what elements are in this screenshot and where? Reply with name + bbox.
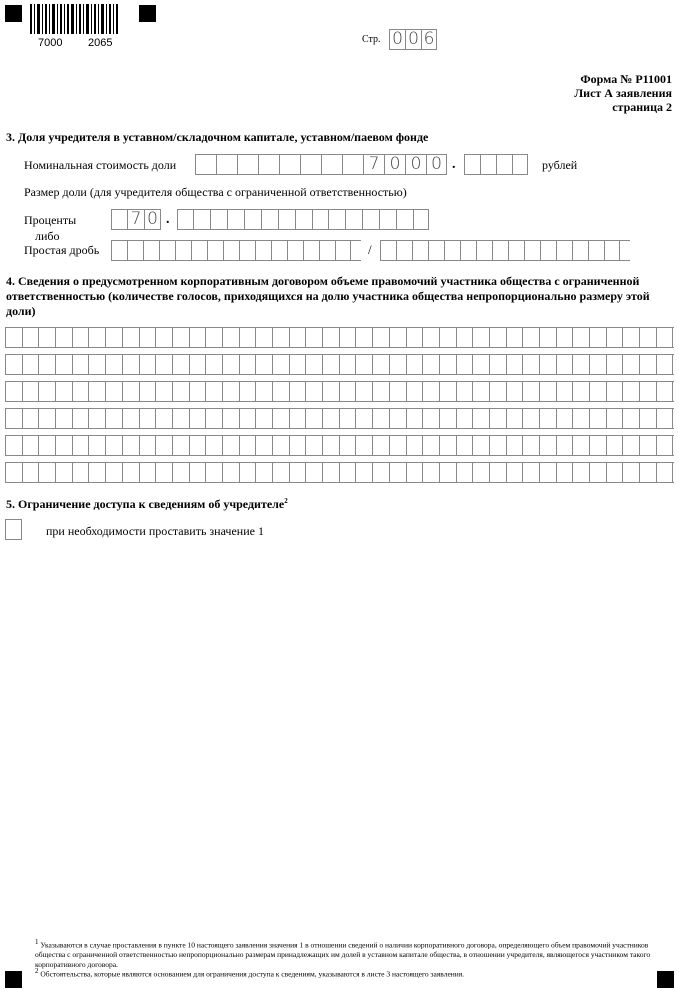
section4-cell[interactable] <box>522 463 539 482</box>
section4-cell[interactable] <box>322 382 339 401</box>
section4-cell[interactable] <box>439 328 456 347</box>
section4-cell[interactable] <box>372 436 389 455</box>
section4-cell[interactable] <box>22 463 39 482</box>
section4-title: 4. Сведения о предусмотренном корпоративным договором объеме правомочий участника общества с ограниченной ответственностью (количестве голосов, приходящихся на долю участника общества непропорционально размеру этой доли) <box>6 274 650 318</box>
section4-cell[interactable] <box>622 409 639 428</box>
section4-cell[interactable] <box>255 463 272 482</box>
section4-cell[interactable] <box>239 436 256 455</box>
section4-cell[interactable] <box>572 436 589 455</box>
section4-cell[interactable] <box>606 382 623 401</box>
section4-cell[interactable] <box>639 382 656 401</box>
nominal-decimal-point: . <box>452 157 456 172</box>
section4-cell[interactable] <box>556 409 573 428</box>
section4-cell[interactable] <box>122 355 139 374</box>
section4-cell[interactable] <box>155 355 172 374</box>
section4-cell[interactable] <box>22 328 39 347</box>
section4-cell[interactable] <box>355 355 372 374</box>
section4-cell[interactable] <box>305 382 322 401</box>
section4-cell[interactable] <box>189 382 206 401</box>
section4-cell[interactable] <box>155 382 172 401</box>
section4-cell[interactable] <box>38 409 55 428</box>
section4-cell[interactable] <box>406 328 423 347</box>
section4-cell[interactable] <box>205 436 222 455</box>
section4-cell[interactable] <box>272 382 289 401</box>
section4-cell[interactable] <box>239 463 256 482</box>
section4-cell[interactable] <box>55 409 72 428</box>
section4-cell[interactable] <box>556 463 573 482</box>
section4-cell[interactable] <box>422 409 439 428</box>
section4-cell[interactable] <box>372 382 389 401</box>
section4-cell[interactable] <box>539 436 556 455</box>
section4-cell[interactable] <box>389 382 406 401</box>
section4-row[interactable] <box>5 381 674 402</box>
section4-cell[interactable] <box>122 409 139 428</box>
section4-cell[interactable] <box>38 328 55 347</box>
barcode <box>30 4 130 40</box>
form-title: Форма № Р11001 <box>580 72 672 86</box>
section4-cell[interactable] <box>622 355 639 374</box>
section4-cell[interactable] <box>489 436 506 455</box>
corner-marker-bottom-left <box>5 971 22 988</box>
share-size-label: Размер доли (для учредителя общества с ограниченной ответственностью) <box>24 185 407 199</box>
nominal-fraction-field[interactable] <box>464 154 528 175</box>
section4-cell[interactable] <box>589 463 606 482</box>
section4-cell[interactable] <box>422 463 439 482</box>
section4-cell[interactable] <box>105 382 122 401</box>
section4-cell[interactable] <box>456 328 473 347</box>
section4-cell[interactable] <box>589 355 606 374</box>
section4-cell[interactable] <box>606 463 623 482</box>
page-number-field[interactable] <box>389 29 437 50</box>
section4-cell[interactable] <box>606 355 623 374</box>
footnote-1-text: Указываются в случае проставления в пункте 10 настоящего заявления значения 1 в отношении сведений о наличии корпоративного договора, определяющего объем правомочий участников общества с ограниченной ответственностью непропорционально размерам принадлежащих им долей в уставном капитале общества, в отношении учредителя, являющегося участником такого корпоративного договора. <box>35 940 651 969</box>
section4-cell[interactable] <box>105 328 122 347</box>
section4-cell[interactable] <box>122 436 139 455</box>
footnote-2-text: Обстоятельства, которые являются основанием для ограничения доступа к сведениям, указываются в листе 3 настоящего заявления. <box>40 969 465 979</box>
section4-cell[interactable] <box>522 436 539 455</box>
section4-cell[interactable] <box>255 328 272 347</box>
section4-cell[interactable] <box>656 436 673 455</box>
section4-cell[interactable] <box>289 436 306 455</box>
section4-cell[interactable] <box>355 409 372 428</box>
fraction-separator: / <box>368 242 372 257</box>
section4-cell[interactable] <box>255 436 272 455</box>
section4-cell[interactable] <box>272 409 289 428</box>
footnote-1-mark: 1 <box>35 938 39 946</box>
section4-cell[interactable] <box>22 382 39 401</box>
section4-cell[interactable] <box>639 463 656 482</box>
barcode-digits-left: 7000 <box>38 37 63 49</box>
section4-cell[interactable] <box>539 382 556 401</box>
section4-cell[interactable] <box>406 382 423 401</box>
section4-cell[interactable] <box>539 409 556 428</box>
section4-cell[interactable] <box>622 463 639 482</box>
section4-cell[interactable] <box>639 436 656 455</box>
section4-cell[interactable] <box>72 409 89 428</box>
section4-cell[interactable] <box>172 463 189 482</box>
section4-cell[interactable] <box>322 463 339 482</box>
section4-cell[interactable] <box>88 436 105 455</box>
section4-cell[interactable] <box>155 409 172 428</box>
sheet-title: Лист А заявления <box>574 86 672 100</box>
percent-label: Проценты <box>24 213 77 227</box>
section4-cell[interactable] <box>305 436 322 455</box>
section4-cell[interactable] <box>389 409 406 428</box>
section4-cell[interactable] <box>22 409 39 428</box>
footnote-1 <box>35 938 655 969</box>
section4-cell[interactable] <box>572 355 589 374</box>
section5-title <box>6 497 288 512</box>
section4-cell[interactable] <box>155 328 172 347</box>
section4-cell[interactable] <box>506 355 523 374</box>
section4-cell[interactable] <box>389 328 406 347</box>
section4-cell[interactable] <box>255 355 272 374</box>
section4-cell[interactable] <box>489 409 506 428</box>
section4-cell[interactable] <box>472 463 489 482</box>
corner-marker-bottom-right <box>657 971 674 988</box>
page-label: Стр. <box>362 34 381 45</box>
section4-cell[interactable] <box>222 355 239 374</box>
section4-row[interactable] <box>5 408 674 429</box>
section4-cell[interactable] <box>105 463 122 482</box>
section4-cell[interactable] <box>472 382 489 401</box>
section4-cell[interactable] <box>105 409 122 428</box>
section4-cell[interactable] <box>255 409 272 428</box>
section4-cell[interactable] <box>239 409 256 428</box>
section4-cell[interactable] <box>222 382 239 401</box>
section4-cell[interactable] <box>572 328 589 347</box>
section4-cell[interactable] <box>589 382 606 401</box>
nominal-digit: 0 <box>426 155 447 174</box>
fraction-numerator-field[interactable] <box>111 240 361 261</box>
section4-cell[interactable] <box>406 463 423 482</box>
section4-cell[interactable] <box>439 382 456 401</box>
section5-title-text: 5. Ограничение доступа к сведениям об учредителе <box>6 497 285 511</box>
section4-cell[interactable] <box>406 436 423 455</box>
section4-cell[interactable] <box>205 382 222 401</box>
section4-cell[interactable] <box>472 355 489 374</box>
section4-cell[interactable] <box>272 436 289 455</box>
section4-cell[interactable] <box>539 328 556 347</box>
section4-cell[interactable] <box>639 328 656 347</box>
section4-cell[interactable] <box>189 436 206 455</box>
percent-integer-field[interactable] <box>111 209 161 230</box>
section4-cell[interactable] <box>289 409 306 428</box>
section4-cell[interactable] <box>139 436 156 455</box>
section4-cell[interactable] <box>22 436 39 455</box>
section4-cell[interactable] <box>372 328 389 347</box>
section4-row[interactable] <box>5 327 674 348</box>
nominal-integer-field[interactable] <box>195 154 447 175</box>
section4-cell[interactable] <box>139 463 156 482</box>
section4-cell[interactable] <box>5 382 22 401</box>
section4-cell[interactable] <box>422 355 439 374</box>
section4-cell[interactable] <box>355 328 372 347</box>
section4-cell[interactable] <box>622 328 639 347</box>
section4-cell[interactable] <box>239 328 256 347</box>
section4-cell[interactable] <box>606 328 623 347</box>
section4-cell[interactable] <box>139 382 156 401</box>
percent-digit: 7 <box>127 210 144 229</box>
section4-cell[interactable] <box>305 328 322 347</box>
section4-cell[interactable] <box>339 436 356 455</box>
section4-cell[interactable] <box>189 355 206 374</box>
section4-cell[interactable] <box>172 355 189 374</box>
page-number-digit: 0 <box>405 30 421 49</box>
section4-cell[interactable] <box>355 382 372 401</box>
section4-cell[interactable] <box>556 436 573 455</box>
corner-marker-top-left <box>5 5 22 22</box>
section4-cell[interactable] <box>305 355 322 374</box>
percent-fraction-field[interactable] <box>177 209 429 230</box>
section4-cell[interactable] <box>406 409 423 428</box>
nominal-digit: 7 <box>363 155 384 174</box>
section4-cell[interactable] <box>406 355 423 374</box>
section4-cell[interactable] <box>139 409 156 428</box>
sheet-page: страница 2 <box>612 100 672 114</box>
corner-marker-top-right <box>139 5 156 22</box>
section4-cell[interactable] <box>522 328 539 347</box>
section4-cell[interactable] <box>38 436 55 455</box>
section4-cell[interactable] <box>489 328 506 347</box>
section4-cell[interactable] <box>622 382 639 401</box>
section4-cell[interactable] <box>72 436 89 455</box>
section4-cell[interactable] <box>205 409 222 428</box>
section4-cell[interactable] <box>189 409 206 428</box>
section4-cell[interactable] <box>639 355 656 374</box>
section4-cell[interactable] <box>88 382 105 401</box>
section4-cell[interactable] <box>656 328 673 347</box>
section4-cell[interactable] <box>389 463 406 482</box>
section4-cell[interactable] <box>439 436 456 455</box>
section4-cell[interactable] <box>88 328 105 347</box>
section4-cell[interactable] <box>72 382 89 401</box>
section4-cell[interactable] <box>589 409 606 428</box>
section4-cell[interactable] <box>105 436 122 455</box>
section4-cell[interactable] <box>172 409 189 428</box>
section4-cell[interactable] <box>205 355 222 374</box>
section4-cell[interactable] <box>422 328 439 347</box>
section4-cell[interactable] <box>38 463 55 482</box>
section4-cell[interactable] <box>506 328 523 347</box>
section4-cell[interactable] <box>122 382 139 401</box>
section4-cell[interactable] <box>639 409 656 428</box>
section4-cell[interactable] <box>572 463 589 482</box>
section4-cell[interactable] <box>622 436 639 455</box>
section4-cell[interactable] <box>5 463 22 482</box>
section4-cell[interactable] <box>22 355 39 374</box>
section4-cell[interactable] <box>5 355 22 374</box>
section4-cell[interactable] <box>272 328 289 347</box>
section4-cell[interactable] <box>172 382 189 401</box>
page-number-digit: 6 <box>421 30 437 49</box>
footnote-ref: 2 <box>284 497 288 505</box>
section4-cell[interactable] <box>589 436 606 455</box>
section4-cell[interactable] <box>572 382 589 401</box>
section4-cell[interactable] <box>72 463 89 482</box>
section4-cell[interactable] <box>289 382 306 401</box>
or-label: либо <box>35 229 60 243</box>
section4-row[interactable] <box>5 354 674 375</box>
access-restriction-hint: при необходимости проставить значение 1 <box>46 524 264 538</box>
section4-cell[interactable] <box>72 355 89 374</box>
section4-cell[interactable] <box>322 409 339 428</box>
section4-cell[interactable] <box>72 328 89 347</box>
section4-cell[interactable] <box>189 463 206 482</box>
section4-cell[interactable] <box>556 328 573 347</box>
section4-cell[interactable] <box>305 463 322 482</box>
section4-cell[interactable] <box>289 328 306 347</box>
section4-cell[interactable] <box>5 409 22 428</box>
section4-cell[interactable] <box>389 355 406 374</box>
access-restriction-checkbox[interactable] <box>5 519 22 540</box>
section4-cell[interactable] <box>656 355 673 374</box>
section4-cell[interactable] <box>172 436 189 455</box>
section4-cell[interactable] <box>355 436 372 455</box>
section4-row[interactable] <box>5 435 674 456</box>
section4-cell[interactable] <box>55 355 72 374</box>
section4-cell[interactable] <box>5 328 22 347</box>
footnote-2 <box>35 967 655 979</box>
section4-cell[interactable] <box>389 436 406 455</box>
section4-cell[interactable] <box>556 355 573 374</box>
fraction-label: Простая дробь <box>24 243 100 257</box>
section4-cell[interactable] <box>439 355 456 374</box>
section4-cell[interactable] <box>372 409 389 428</box>
section4-cell[interactable] <box>439 409 456 428</box>
section4-cell[interactable] <box>456 436 473 455</box>
section4-cell[interactable] <box>38 355 55 374</box>
section4-cell[interactable] <box>222 463 239 482</box>
section4-cell[interactable] <box>239 355 256 374</box>
section4-cell[interactable] <box>472 436 489 455</box>
section4-cell[interactable] <box>339 382 356 401</box>
section4-cell[interactable] <box>289 463 306 482</box>
section4-cell[interactable] <box>506 409 523 428</box>
section4-cell[interactable] <box>489 382 506 401</box>
section4-cell[interactable] <box>339 409 356 428</box>
nominal-label: Номинальная стоимость доли <box>24 158 177 172</box>
section4-cell[interactable] <box>606 436 623 455</box>
section4-cell[interactable] <box>506 463 523 482</box>
section4-cell[interactable] <box>55 436 72 455</box>
section4-cell[interactable] <box>122 328 139 347</box>
section4-cell[interactable] <box>506 382 523 401</box>
section4-cell[interactable] <box>172 328 189 347</box>
section4-cell[interactable] <box>222 436 239 455</box>
section4-cell[interactable] <box>88 463 105 482</box>
section4-cell[interactable] <box>205 463 222 482</box>
section4-cell[interactable] <box>88 409 105 428</box>
fraction-denominator-field[interactable] <box>380 240 630 261</box>
section3-title: 3. Доля учредителя в уставном/складочном капитале, уставном/паевом фонде <box>6 130 429 144</box>
section4-cell[interactable] <box>339 463 356 482</box>
section4-row[interactable] <box>5 462 674 483</box>
section4-cell[interactable] <box>456 382 473 401</box>
section4-cell[interactable] <box>322 328 339 347</box>
section4-cell[interactable] <box>656 409 673 428</box>
section4-cell[interactable] <box>205 328 222 347</box>
section4-cell[interactable] <box>88 355 105 374</box>
section4-cell[interactable] <box>539 355 556 374</box>
section4-cell[interactable] <box>122 463 139 482</box>
section4-cell[interactable] <box>272 355 289 374</box>
section4-cell[interactable] <box>656 463 673 482</box>
section4-cell[interactable] <box>139 355 156 374</box>
section4-cell[interactable] <box>255 382 272 401</box>
section4-cell[interactable] <box>456 409 473 428</box>
section4-cell[interactable] <box>439 463 456 482</box>
section4-cell[interactable] <box>372 463 389 482</box>
section4-cell[interactable] <box>339 355 356 374</box>
currency-label: рублей <box>542 158 578 172</box>
nominal-digit: 0 <box>384 155 405 174</box>
nominal-digit: 0 <box>405 155 426 174</box>
percent-digit: 0 <box>144 210 161 229</box>
section4-cell[interactable] <box>589 328 606 347</box>
section4-cell[interactable] <box>55 463 72 482</box>
section4-cell[interactable] <box>322 355 339 374</box>
section4-cell[interactable] <box>222 409 239 428</box>
section4-cell[interactable] <box>355 463 372 482</box>
section4-cell[interactable] <box>239 382 256 401</box>
section4-cell[interactable] <box>489 355 506 374</box>
section4-cell[interactable] <box>305 409 322 428</box>
section4-cell[interactable] <box>656 382 673 401</box>
section4-cell[interactable] <box>55 328 72 347</box>
percent-decimal-point: . <box>166 212 170 227</box>
section4-cell[interactable] <box>372 355 389 374</box>
section4-cell[interactable] <box>606 409 623 428</box>
section4-cell[interactable] <box>322 436 339 455</box>
section4-cell[interactable] <box>189 328 206 347</box>
section4-cell[interactable] <box>272 463 289 482</box>
section4-cell[interactable] <box>489 463 506 482</box>
section4-cell[interactable] <box>572 409 589 428</box>
section4-cell[interactable] <box>155 436 172 455</box>
section4-cell[interactable] <box>422 382 439 401</box>
section4-cell[interactable] <box>556 382 573 401</box>
section4-cell[interactable] <box>155 463 172 482</box>
section4-cell[interactable] <box>222 328 239 347</box>
section4-cell[interactable] <box>5 436 22 455</box>
section4-cell[interactable] <box>422 436 439 455</box>
footnote-2-mark: 2 <box>35 967 39 975</box>
section4-cell[interactable] <box>522 382 539 401</box>
section4-cell[interactable] <box>55 382 72 401</box>
section4-cell[interactable] <box>289 355 306 374</box>
section4-cell[interactable] <box>38 382 55 401</box>
section4-cell[interactable] <box>472 409 489 428</box>
section4-cell[interactable] <box>522 409 539 428</box>
section4-cell[interactable] <box>472 328 489 347</box>
section4-cell[interactable] <box>522 355 539 374</box>
section4-cell[interactable] <box>456 355 473 374</box>
page-number-digit: 0 <box>389 30 405 49</box>
barcode-digits-right: 2065 <box>88 37 113 49</box>
section4-cell[interactable] <box>539 463 556 482</box>
section4-cell[interactable] <box>456 463 473 482</box>
section4-cell[interactable] <box>339 328 356 347</box>
section4-cell[interactable] <box>105 355 122 374</box>
section4-cell[interactable] <box>506 436 523 455</box>
section4-cell[interactable] <box>139 328 156 347</box>
